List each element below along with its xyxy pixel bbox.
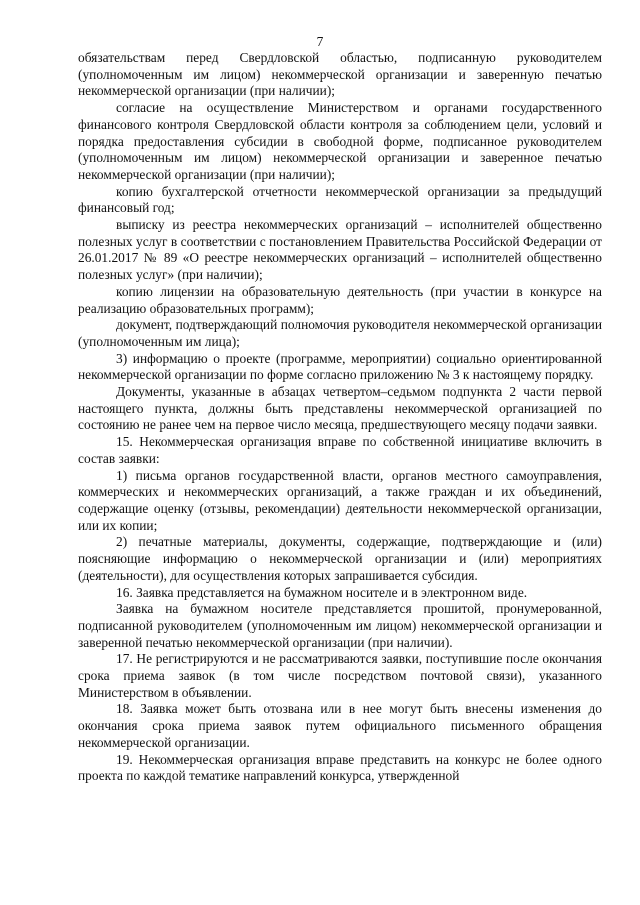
paragraph-accounting-report: копию бухгалтерской отчетности некоммерческой организации за предыдущий финансовый год; [78, 183, 602, 216]
paragraph-registry-extract: выписку из реестра некоммерческих организаций – исполнителей общественно полезных услуг в соответствии с постановлением Правительства Российской Федерации от 26.01.2017 № 89 «О реестре некоммерческих организаций – исполнителей общественно полезных услуг» (при наличии); [78, 217, 602, 283]
paragraph-item-16: 16. Заявка представляется на бумажном носителе и в электронном виде. [116, 584, 528, 600]
paragraph-obligations-continuation: обязательствам перед Свердловской областью, подписанную руководителем (уполномоченным им лицом) некоммерческой организации и заверенную печатью некоммерческой организации (при наличии); [78, 50, 602, 99]
paragraph-printed-materials: 2) печатные материалы, документы, содержащие, подтверждающие и (или) поясняющие информацию о некоммерческой организации и (или) мероприятиях (деятельности), для осуществления которых запрашивается субсидия. [78, 534, 602, 583]
paragraph-letters: 1) письма органов государственной власти, органов местного самоуправления, коммерческих и некоммерческих организаций, а также граждан и их объединений, содержащие оценку (отзывы, рекомендации) деятельности некоммерческой организации, или их копии; [78, 467, 602, 533]
paragraph-project-info: 3) информацию о проекте (программе, мероприятии) социально ориентированной некоммерческой организации по форме согласно приложению № 3 к настоящему порядку. [78, 350, 602, 383]
paragraph-license-copy: копию лицензии на образовательную деятельность (при участии в конкурсе на реализацию образовательных программ); [78, 283, 602, 316]
paragraph-documents-date: Документы, указанные в абзацах четвертом–седьмом подпункта 2 части первой настоящего пункта, должны быть представлены некоммерческой организацией по состоянию не ранее чем на первое число месяца, предшествующего месяцу подачи заявки. [78, 384, 602, 433]
paragraph-item-15: 15. Некоммерческая организация вправе по собственной инициативе включить в состав заявки: [78, 434, 602, 466]
paragraph-consent-control: согласие на осуществление Министерством и органами государственного финансового контроля Свердловской области контроля за соблюдением цели, условий и порядка предоставления субсидии в свободной форме, подписанное руководителем (уполномоченным им лицом) некоммерческой организации и заверенное печатью некоммерческой организации (при наличии); [78, 100, 602, 182]
paragraph-paper-application: Заявка на бумажном носителе представляется прошитой, пронумерованной, подписанной руководителем (уполномоченным им лицом) некоммерческой организации и заверенной печатью некоммерческой организации (при наличии). [78, 601, 602, 650]
paragraph-item-17: 17. Не регистрируются и не рассматриваются заявки, поступившие после окончания срока приема заявок (в том числе посредством почтовой связи), указанного Министерством в объявлении. [78, 651, 602, 700]
paragraph-authority-document: документ, подтверждающий полномочия руководителя некоммерческой организации (уполномоченным им лица); [78, 317, 602, 349]
document-body [78, 50, 602, 785]
paragraph-item-18: 18. Заявка может быть отозвана или в нее могут быть внесены изменения до окончания срока приема заявок путем официального письменного обращения некоммерческой организации. [78, 701, 602, 750]
page-number: 7 [316, 34, 324, 49]
paragraph-item-19: 19. Некоммерческая организация вправе представить на конкурс не более одного проекта по каждой тематике направлений конкурса, утвержденной [78, 751, 602, 784]
